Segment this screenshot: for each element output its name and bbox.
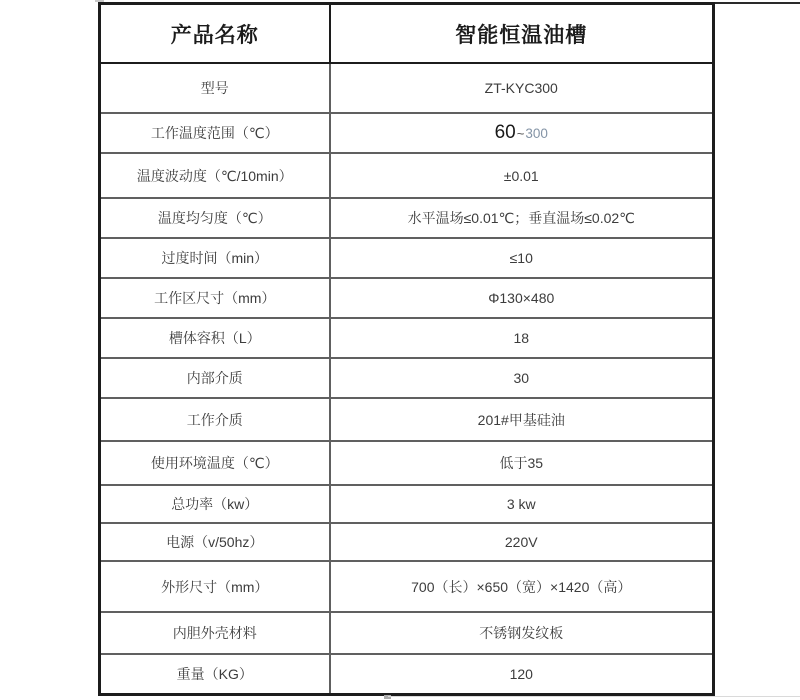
- spec-label-cell: 温度波动度（℃/10min）: [100, 153, 330, 198]
- spec-label-cell: 过度时间（min）: [100, 238, 330, 278]
- table-row: [100, 278, 714, 318]
- top-border-extension-line: [710, 2, 800, 4]
- table-row: [100, 63, 714, 113]
- spec-value-cell: ≤10: [330, 238, 714, 278]
- spec-value-cell: ±0.01: [330, 153, 714, 198]
- spec-label-cell: 电源（v/50hz）: [100, 523, 330, 561]
- table-row: [100, 654, 714, 694]
- spec-label-cell: 内胆外壳材料: [100, 612, 330, 654]
- table-row: [100, 523, 714, 561]
- table-row: [100, 398, 714, 441]
- table-row: [100, 113, 714, 153]
- range-part-value_big: 60: [494, 122, 516, 143]
- header-product-value-cell: 智能恒温油槽: [330, 4, 714, 64]
- spec-label-cell: 工作区尺寸（mm）: [100, 278, 330, 318]
- spec-value-cell: 120: [330, 654, 714, 694]
- spec-value-cell: 18: [330, 318, 714, 358]
- header-row: [100, 4, 714, 64]
- table-row: [100, 612, 714, 654]
- bottom-faint-line: [388, 696, 800, 697]
- spec-label-cell: 槽体容积（L）: [100, 318, 330, 358]
- table-row: [100, 198, 714, 238]
- spec-value-cell: 220V: [330, 523, 714, 561]
- spec-value-cell: 水平温场≤0.01℃；垂直温场≤0.02℃: [330, 198, 714, 238]
- header-product-name-cell: 产品名称: [100, 4, 330, 64]
- spec-value-cell: [330, 113, 714, 153]
- table-row: [100, 153, 714, 198]
- spec-value-cell: Φ130×480: [330, 278, 714, 318]
- spec-label-cell: 工作温度范围（℃）: [100, 113, 330, 153]
- spec-table-body: [100, 63, 714, 694]
- spec-label-cell: 总功率（kw）: [100, 485, 330, 523]
- spec-value-cell: 不锈钢发纹板: [330, 612, 714, 654]
- range-part-value_tilde: ~: [516, 126, 525, 141]
- spec-label-cell: 重量（KG）: [100, 654, 330, 694]
- spec-label-cell: 温度均匀度（℃）: [100, 198, 330, 238]
- spec-label-cell: 工作介质: [100, 398, 330, 441]
- table-row: [100, 561, 714, 612]
- table-row: [100, 441, 714, 485]
- spec-label-cell: 内部介质: [100, 358, 330, 398]
- spec-label-cell: 外形尺寸（mm）: [100, 561, 330, 612]
- spec-value-cell: 700（长）×650（宽）×1420（高）: [330, 561, 714, 612]
- range-part-value_rest: 300: [525, 126, 548, 141]
- spec-value-cell: 3 kw: [330, 485, 714, 523]
- table-row: [100, 318, 714, 358]
- spec-value-cell: 201#甲基硅油: [330, 398, 714, 441]
- spec-value-cell: 低于35: [330, 441, 714, 485]
- table-row: [100, 238, 714, 278]
- table-row: [100, 358, 714, 398]
- spec-value-cell: 30: [330, 358, 714, 398]
- spec-table: [98, 2, 715, 696]
- spec-value-cell: ZT-KYC300: [330, 63, 714, 113]
- table-row: [100, 485, 714, 523]
- spec-label-cell: 使用环境温度（℃）: [100, 441, 330, 485]
- spec-label-cell: 型号: [100, 63, 330, 113]
